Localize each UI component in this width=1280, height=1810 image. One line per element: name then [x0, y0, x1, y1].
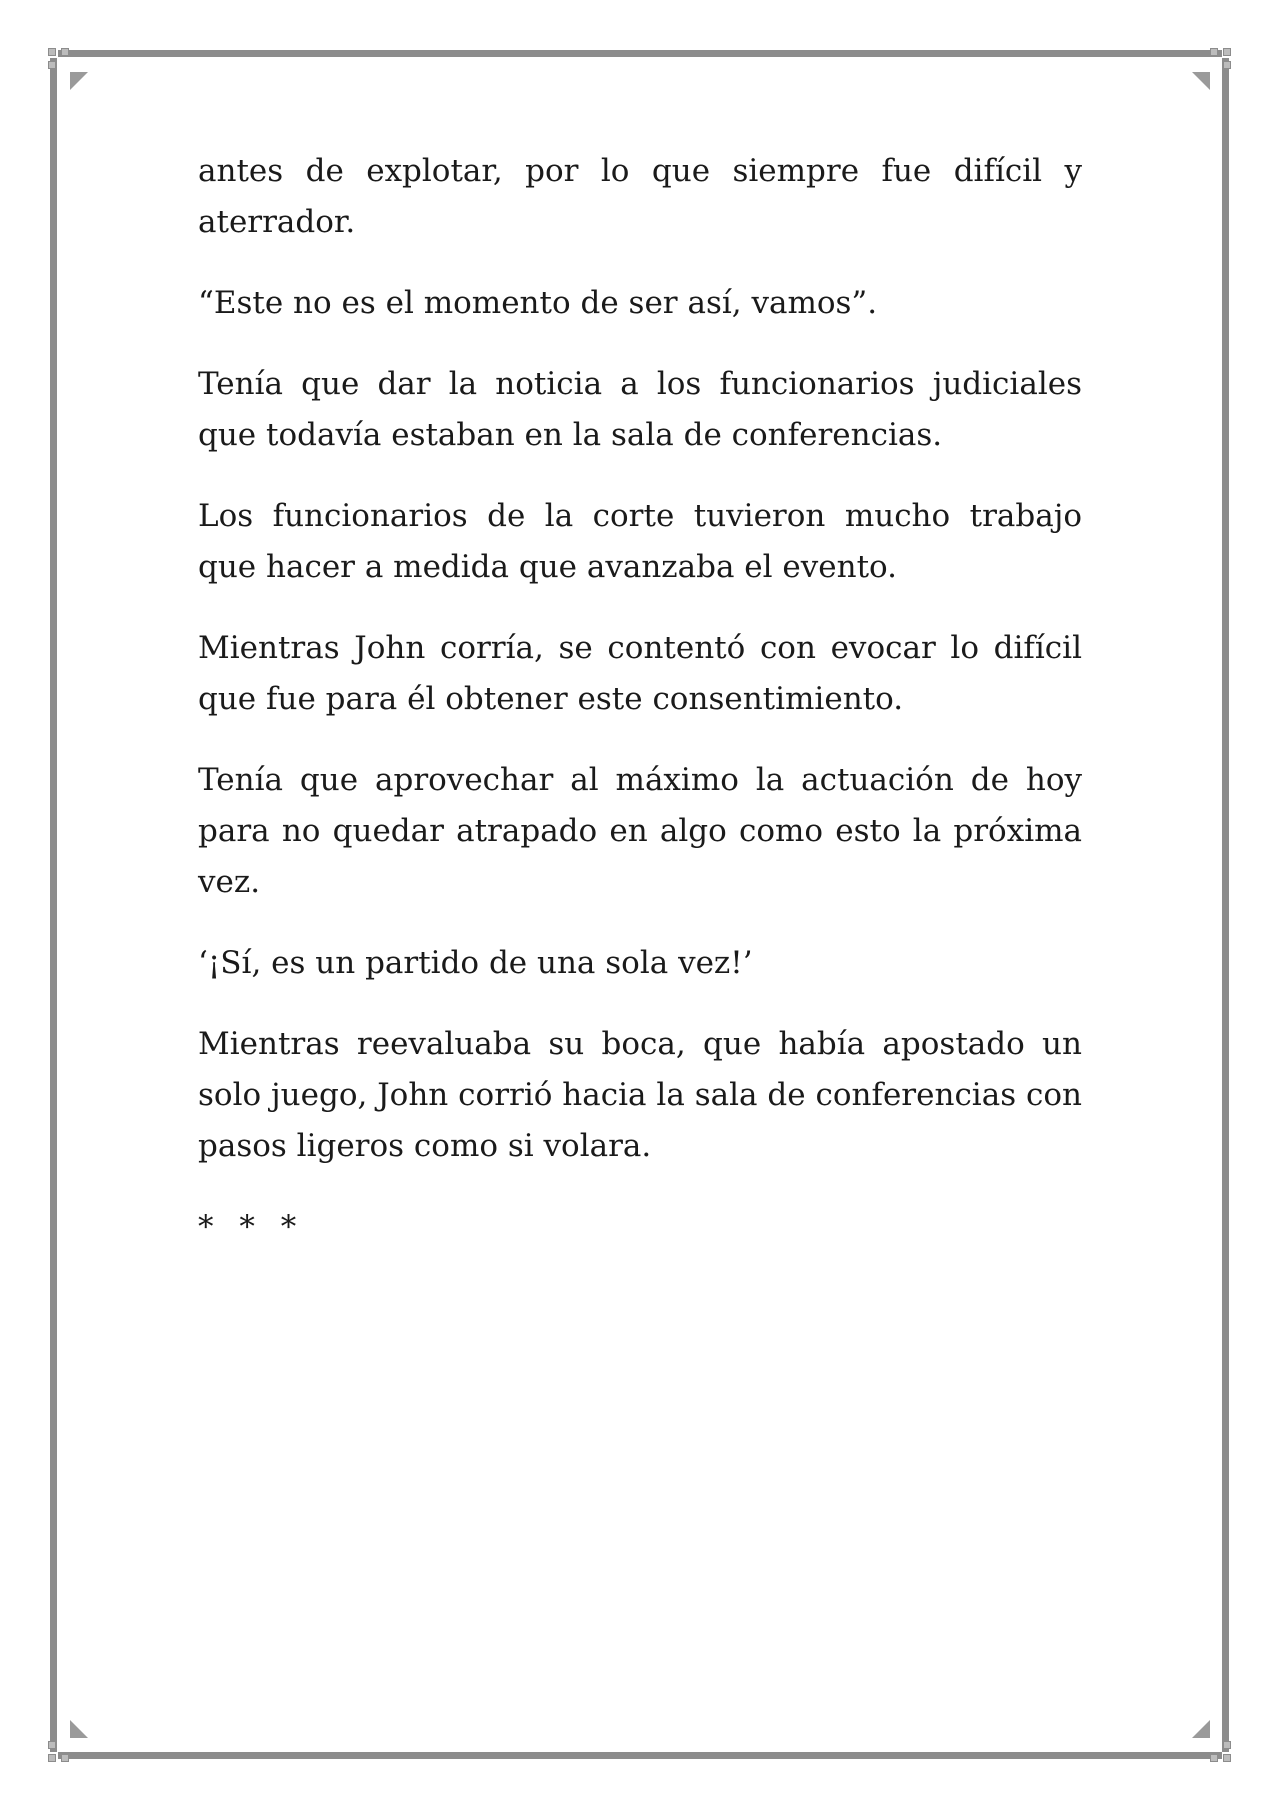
corner-square-bottom-right-2 — [1210, 1754, 1218, 1762]
paragraph: Mientras reevaluaba su boca, que había apostado un solo juego, John corrió hacia la sala de conferencias con pasos ligeros como si volara. — [198, 1026, 1082, 1164]
paragraph: Los funcionarios de la corte tuvieron mucho trabajo que hacer a medida que avanzaba el evento. — [198, 498, 1082, 585]
corner-square-top-right-3 — [1223, 61, 1231, 69]
corner-ornament-bottom-left — [70, 1720, 88, 1738]
corner-square-top-left-3 — [48, 61, 56, 69]
corner-square-bottom-right-3 — [1223, 1741, 1231, 1749]
corner-square-top-right-2 — [1210, 48, 1218, 56]
paragraph: ‘¡Sí, es un partido de una sola vez!’ — [198, 945, 753, 981]
scene-separator: * * * — [198, 1209, 305, 1245]
paragraph: antes de explotar, por lo que siempre fue difícil y aterrador. — [198, 153, 1082, 240]
corner-square-bottom-left-2 — [61, 1754, 69, 1762]
page-body — [198, 146, 1082, 1283]
corner-square-top-left — [48, 48, 56, 56]
corner-square-bottom-left-3 — [48, 1741, 56, 1749]
frame-left-border — [50, 58, 57, 1752]
paragraph: Tenía que aprovechar al máximo la actuación de hoy para no quedar atrapado en algo como esto la próxima vez. — [198, 762, 1082, 900]
paragraph: Mientras John corría, se contentó con evocar lo difícil que fue para él obtener este consentimiento. — [198, 630, 1082, 717]
paragraph: Tenía que dar la noticia a los funcionarios judiciales que todavía estaban en la sala de conferencias. — [198, 366, 1082, 453]
corner-square-bottom-left — [48, 1754, 56, 1762]
frame-right-border — [1222, 58, 1229, 1752]
corner-ornament-bottom-right — [1192, 1720, 1210, 1738]
frame-top-border — [58, 50, 1222, 57]
frame-bottom-border — [58, 1752, 1222, 1759]
corner-ornament-top-right — [1192, 72, 1210, 90]
corner-square-top-right — [1223, 48, 1231, 56]
corner-square-bottom-right — [1223, 1754, 1231, 1762]
paragraph: “Este no es el momento de ser así, vamos”. — [198, 285, 878, 321]
corner-square-top-left-2 — [61, 48, 69, 56]
corner-ornament-top-left — [70, 72, 88, 90]
